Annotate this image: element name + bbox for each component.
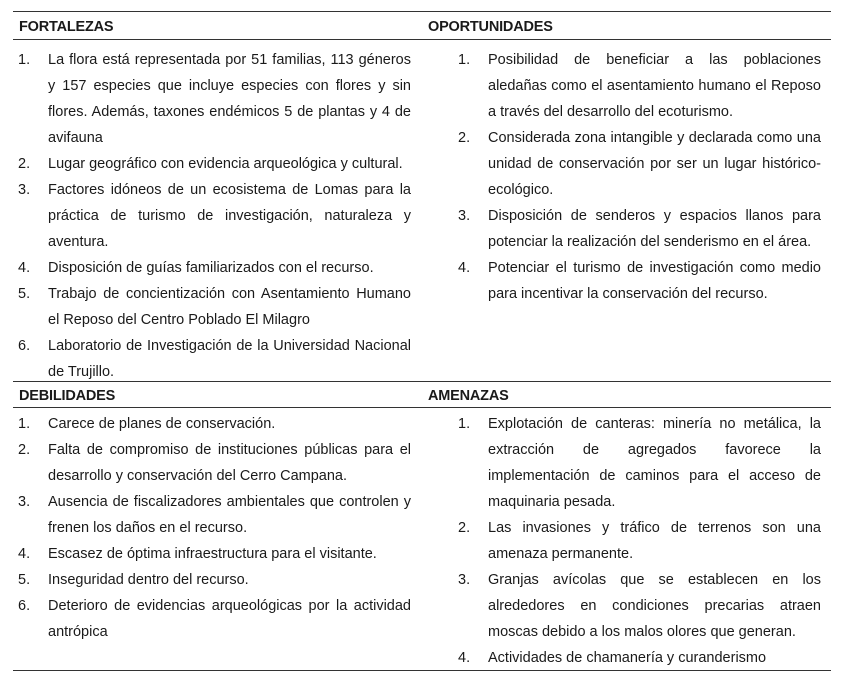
- item-text: Disposición de guías familiarizados con el recurso.: [48, 260, 374, 276]
- item-number: 4.: [18, 260, 31, 276]
- list-item: [13, 177, 411, 255]
- item-number: 3.: [458, 208, 471, 224]
- oportunidades-heading: OPORTUNIDADES: [428, 19, 553, 35]
- item-number: 4.: [458, 260, 471, 276]
- item-text: Lugar geográfico con evidencia arqueológica y cultural.: [48, 156, 403, 172]
- item-text: Factores idóneos de un ecosistema de Lomas para la práctica de turismo de investigación, naturaleza y aventura.: [48, 182, 411, 250]
- item-text: Deterioro de evidencias arqueológicas por la actividad antrópica: [48, 598, 411, 640]
- list-item: [453, 515, 821, 567]
- item-number: 4.: [458, 650, 471, 666]
- amenazas-heading: AMENAZAS: [428, 388, 509, 404]
- list-item: [453, 47, 821, 125]
- list-item: [13, 255, 411, 281]
- item-number: 6.: [18, 338, 31, 354]
- item-number: 5.: [18, 286, 31, 302]
- item-text: Considerada zona intangible y declarada como una unidad de conservación por ser un lugar histórico-ecológico.: [488, 130, 821, 198]
- item-number: 1.: [458, 416, 471, 432]
- item-number: 2.: [18, 442, 31, 458]
- item-number: 2.: [458, 520, 471, 536]
- item-text: Posibilidad de beneficiar a las poblaciones aledañas como el asentamiento humano el Reposo a través del desarrollo del ecoturismo.: [488, 52, 821, 120]
- debilidades-heading: DEBILIDADES: [19, 388, 116, 404]
- item-text: Granjas avícolas que se establecen en los alrededores en condiciones precarias atraen moscas debido a los malos olores que generan.: [488, 572, 821, 640]
- debilidades-list: [13, 411, 411, 645]
- header-rule-1: [13, 39, 831, 40]
- top-rule: [13, 11, 831, 12]
- list-item: [453, 411, 821, 515]
- item-number: 3.: [458, 572, 471, 588]
- list-item: [453, 255, 821, 307]
- item-number: 1.: [18, 52, 31, 68]
- oportunidades-list: [453, 47, 821, 307]
- item-text: Falta de compromiso de instituciones públicas para el desarrollo y conservación del Cerro Campana.: [48, 442, 411, 484]
- list-item: [13, 151, 411, 177]
- item-number: 3.: [18, 494, 31, 510]
- list-item: [13, 281, 411, 333]
- item-number: 3.: [18, 182, 31, 198]
- list-item: [13, 593, 411, 645]
- item-text: Actividades de chamanería y curanderismo: [488, 650, 767, 666]
- fortalezas-list: [13, 47, 411, 385]
- list-item: [453, 645, 821, 671]
- item-text: Inseguridad dentro del recurso.: [48, 572, 249, 588]
- list-item: [13, 541, 411, 567]
- list-item: [13, 489, 411, 541]
- item-number: 2.: [18, 156, 31, 172]
- list-item: [13, 47, 411, 151]
- item-text: Explotación de canteras: minería no metálica, la extracción de agregados favorece la implementación de caminos para el acceso de maquinaria pesada.: [488, 416, 821, 510]
- item-number: 5.: [18, 572, 31, 588]
- item-text: Trabajo de concientización con Asentamiento Humano el Reposo del Centro Poblado El Milagro: [48, 286, 411, 328]
- list-item: [453, 567, 821, 645]
- header-rule-2: [13, 407, 831, 408]
- amenazas-list: [453, 411, 821, 671]
- item-number: 1.: [18, 416, 31, 432]
- list-item: [453, 125, 821, 203]
- list-item: [13, 333, 411, 385]
- item-number: 1.: [458, 52, 471, 68]
- item-text: Potenciar el turismo de investigación como medio para incentivar la conservación del recurso.: [488, 260, 821, 302]
- item-text: Laboratorio de Investigación de la Universidad Nacional de Trujillo.: [48, 338, 411, 380]
- item-text: Las invasiones y tráfico de terrenos son una amenaza permanente.: [488, 520, 821, 562]
- item-number: 4.: [18, 546, 31, 562]
- item-text: Carece de planes de conservación.: [48, 416, 276, 432]
- item-text: La flora está representada por 51 familias, 113 géneros y 157 especies que incluye especies con flores y sin flores. Además, taxones endémicos 5 de plantas y 4 de avifauna: [48, 52, 411, 146]
- item-text: Escasez de óptima infraestructura para el visitante.: [48, 546, 377, 562]
- item-text: Ausencia de fiscalizadores ambientales que controlen y frenen los daños en el recurso.: [48, 494, 411, 536]
- list-item: [13, 411, 411, 437]
- item-number: 2.: [458, 130, 471, 146]
- list-item: [13, 567, 411, 593]
- item-text: Disposición de senderos y espacios llanos para potenciar la realización del senderismo en el área.: [488, 208, 821, 250]
- list-item: [453, 203, 821, 255]
- item-number: 6.: [18, 598, 31, 614]
- fortalezas-heading: FORTALEZAS: [19, 19, 114, 35]
- list-item: [13, 437, 411, 489]
